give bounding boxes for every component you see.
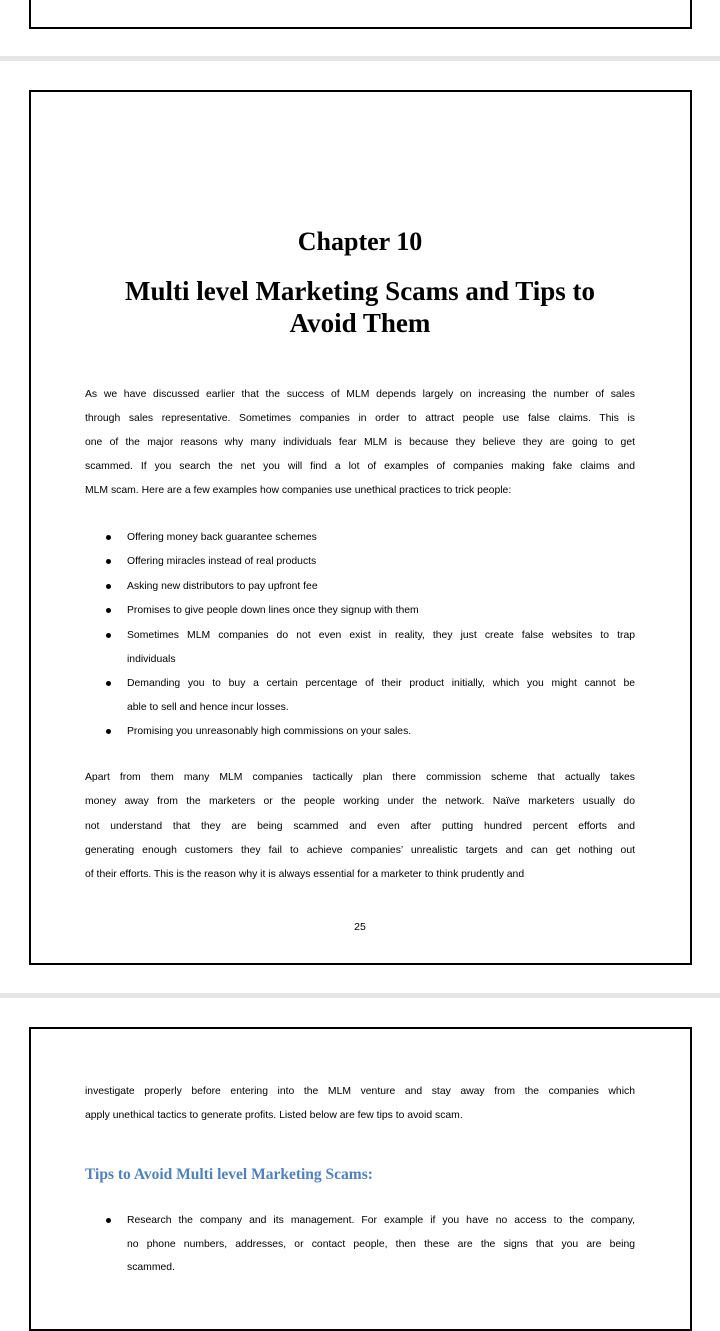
page-number: 25: [354, 921, 366, 933]
text-line: investigate properly before entering into the MLM venture and stay away from the companies which: [85, 1086, 635, 1097]
bullet-icon: [106, 1218, 111, 1223]
bullet-icon: [106, 729, 111, 734]
text-line: of their efforts. This is the reason why it is always essential for a marketer to think prudently and: [85, 869, 525, 880]
text-line: generating enough customers they fail to achieve companies’ unrealistic targets and can get nothing out: [85, 845, 635, 856]
chapter-number: Chapter 10: [297, 227, 423, 256]
chapter-title-line: Avoid Them: [289, 308, 431, 338]
text-line: able to sell and hence incur losses.: [127, 701, 289, 713]
bullet-icon: [106, 681, 111, 686]
text-line: Asking new distributors to pay upfront fee: [127, 581, 318, 592]
section-heading: Tips to Avoid Multi level Marketing Scams:: [85, 1166, 373, 1183]
bullet-icon: [106, 608, 111, 613]
text-line: MLM scam. Here are a few examples how companies use unethical practices to trick people:: [85, 485, 512, 496]
text-line: As we have discussed earlier that the success of MLM depends largely on increasing the number of sales: [85, 389, 635, 400]
text-line: Offering miracles instead of real products: [127, 556, 317, 567]
text-line: Apart from them many MLM companies tactically plan there commission scheme that actually takes: [85, 772, 635, 783]
text-line: Demanding you to buy a certain percentage of their product initially, which you might cannot be: [127, 678, 635, 689]
text-line: no phone numbers, addresses, or contact people, then these are the signs that you are being: [127, 1238, 635, 1250]
bullet-icon: [106, 559, 111, 564]
text-line: individuals: [127, 653, 176, 665]
bullet-icon: [106, 535, 111, 540]
page-separator: [0, 993, 720, 998]
text-line: through sales representative. Sometimes companies in order to attract people use false claims. This is: [85, 413, 635, 424]
text-line: scammed. If you search the net you will find a lot of examples of companies making fake claims and: [85, 461, 635, 472]
chapter-title-line: Multi level Marketing Scams and Tips to: [124, 276, 596, 306]
bullet-icon: [106, 584, 111, 589]
text-line: scammed.: [127, 1262, 175, 1273]
text-line: Offering money back guarantee schemes: [127, 532, 317, 543]
text-line: Promising you unreasonably high commissions on your sales.: [127, 726, 412, 737]
bullet-icon: [106, 633, 111, 638]
text-line: Promises to give people down lines once they signup with them: [127, 605, 419, 616]
text-line: apply unethical tactics to generate profits. Listed below are few tips to avoid scam.: [85, 1110, 463, 1121]
text-line: not understand that they are being scammed and even after putting hundred percent efforts and: [85, 821, 635, 832]
text-line: Sometimes MLM companies do not even exist in reality, they just create false websites to trap: [127, 630, 635, 641]
text-line: Research the company and its management. For example if you have no access to the company,: [127, 1215, 635, 1226]
text-line: one of the major reasons why many individuals fear MLM is because they believe they are going to get: [85, 437, 635, 448]
previous-page: [29, 0, 692, 29]
page-separator: [0, 56, 720, 61]
text-line: money away from the marketers or the people working under the network. Naïve marketers usually do: [85, 796, 635, 807]
